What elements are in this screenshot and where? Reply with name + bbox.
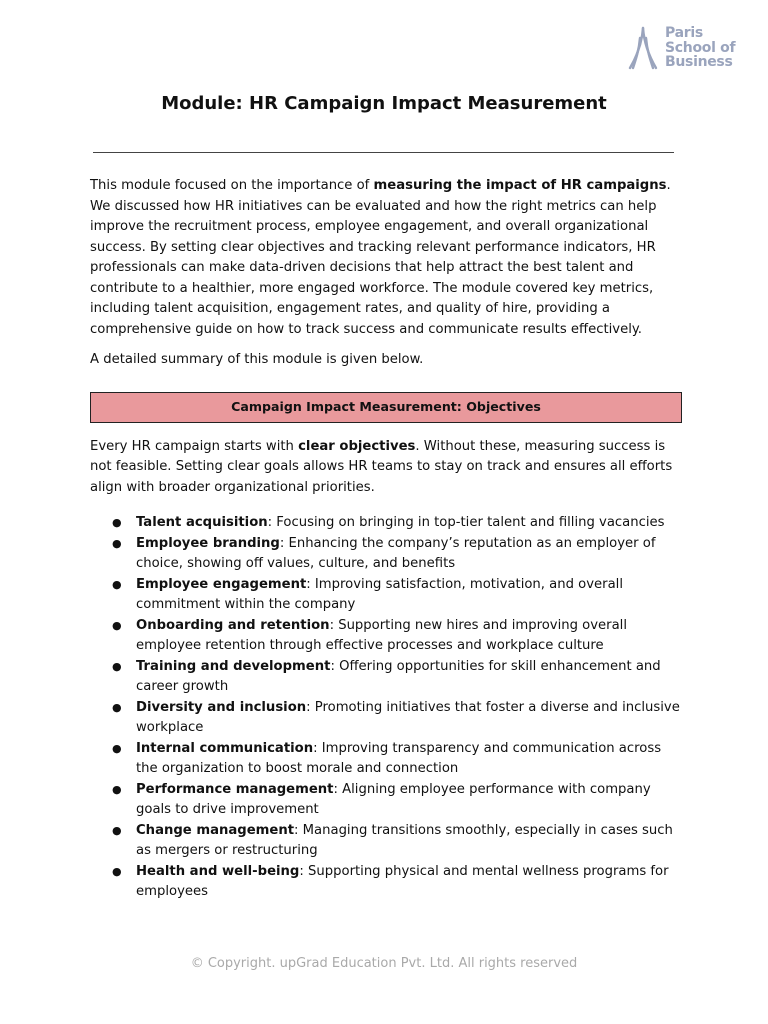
objectives-list bbox=[90, 513, 682, 903]
page-title: Module: HR Campaign Impact Measurement bbox=[161, 93, 607, 114]
item-description: : Improving satisfaction, motivation, and overall commitment within the company bbox=[136, 576, 623, 612]
item-term: Health and well-being bbox=[136, 863, 300, 879]
item-description: : Promoting initiatives that foster a diverse and inclusive workplace bbox=[136, 699, 680, 735]
bullet-icon: ● bbox=[112, 618, 122, 632]
bullet-icon: ● bbox=[112, 782, 122, 796]
item-description: : Offering opportunities for skill enhancement and career growth bbox=[136, 658, 661, 694]
school-name bbox=[665, 26, 735, 70]
list-item bbox=[112, 575, 682, 616]
list-item bbox=[112, 534, 682, 575]
item-term: Talent acquisition bbox=[136, 515, 268, 530]
logo-line: School of bbox=[665, 39, 736, 56]
item-term: Internal communication bbox=[136, 740, 314, 756]
item-description: : Focusing on bringing in top-tier talent and filling vacancies bbox=[267, 515, 665, 530]
item-description: : Aligning employee performance with company goals to drive improvement bbox=[136, 781, 651, 817]
logo-line: Paris bbox=[665, 25, 703, 41]
item-term: Performance management bbox=[136, 781, 334, 797]
item-term: Training and development bbox=[136, 658, 331, 674]
section-header: Campaign Impact Measurement: Objectives bbox=[90, 392, 682, 423]
list-item bbox=[112, 862, 682, 903]
bullet-icon: ● bbox=[112, 577, 122, 591]
item-description: : Enhancing the company’s reputation as an employer of choice, showing off values, culture, and benefits bbox=[136, 535, 656, 571]
objectives-text: . Without these, measuring success is not feasible. Setting clear goals allows HR teams to stay on track and ensures all efforts align with broader organizational priorities. bbox=[90, 438, 673, 495]
intro-paragraph bbox=[90, 176, 682, 340]
intro-emphasis: measuring the impact of HR campaigns bbox=[373, 178, 667, 193]
bullet-icon: ● bbox=[112, 700, 122, 714]
objectives-intro bbox=[90, 437, 682, 499]
objectives-text: Every HR campaign starts with bbox=[90, 438, 299, 454]
item-term: Employee branding bbox=[136, 535, 280, 551]
logo-line: Business bbox=[665, 54, 733, 70]
intro-text: This module focused on the importance of bbox=[90, 178, 374, 193]
list-item bbox=[112, 513, 682, 534]
bullet-icon: ● bbox=[112, 516, 122, 529]
item-description: : Supporting new hires and improving overall employee retention through effective processes and workplace culture bbox=[136, 617, 627, 653]
item-term: Diversity and inclusion bbox=[136, 699, 307, 715]
school-logo bbox=[628, 26, 735, 70]
title-divider bbox=[93, 152, 674, 153]
copyright-footer: © Copyright. upGrad Education Pvt. Ltd. All rights reserved bbox=[190, 956, 578, 971]
item-description: : Supporting physical and mental wellness programs for employees bbox=[136, 863, 669, 899]
list-item bbox=[112, 616, 682, 657]
list-item bbox=[112, 821, 682, 862]
objectives-emphasis: clear objectives bbox=[298, 438, 416, 454]
bullet-icon: ● bbox=[112, 659, 122, 673]
bullet-icon: ● bbox=[112, 536, 122, 550]
item-description: : Improving transparency and communication across the organization to boost morale and connection bbox=[136, 740, 662, 776]
psb-emblem-icon bbox=[628, 26, 658, 70]
list-item bbox=[112, 698, 682, 739]
bullet-icon: ● bbox=[112, 864, 122, 878]
summary-line: A detailed summary of this module is given below. bbox=[90, 352, 424, 367]
bullet-icon: ● bbox=[112, 741, 122, 755]
list-item bbox=[112, 739, 682, 780]
item-term: Change management bbox=[136, 822, 295, 838]
item-term: Employee engagement bbox=[136, 576, 307, 592]
intro-text: . We discussed how HR initiatives can be evaluated and how the right metrics can help improve the recruitment process, employee engagement, and overall organizational success. By setting clear objectives and tracking relevant performance indicators, HR professionals can make data-driven decisions that help attract the best talent and contribute to a healthier, more engaged workforce. The module covered key metrics, including talent acquisition, engagement rates, and quality of hire, providing a comprehensive guide on how to track success and communicate results effectively. bbox=[90, 178, 671, 337]
list-item bbox=[112, 780, 682, 821]
list-item bbox=[112, 657, 682, 698]
item-term: Onboarding and retention bbox=[136, 617, 330, 633]
bullet-icon: ● bbox=[112, 823, 122, 837]
item-description: : Managing transitions smoothly, especially in cases such as mergers or restructuring bbox=[136, 822, 673, 858]
document-body bbox=[90, 176, 682, 903]
